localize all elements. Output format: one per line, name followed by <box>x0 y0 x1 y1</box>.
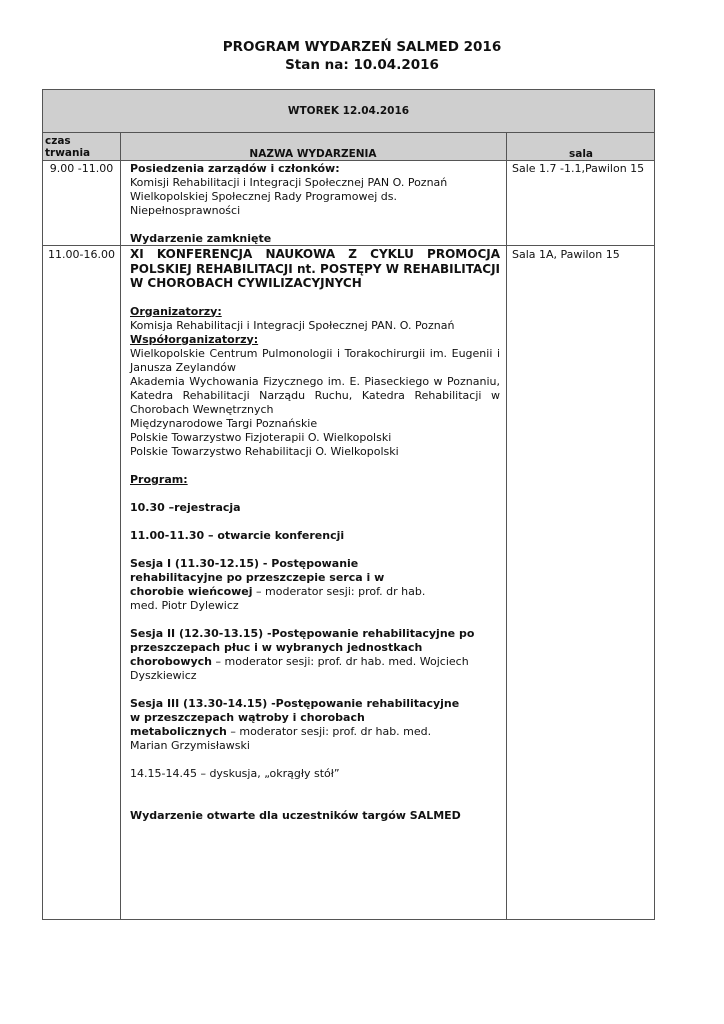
event1-title: Posiedzenia zarządów i członków: <box>130 162 340 175</box>
coorganizer: Akademia Wychowania Fizycznego im. E. Piaseckiego w Poznaniu, Katedra Rehabilitacji Narządu Ruchu, Katedra Rehabilitacji w Chorobach Wewnętrznych <box>130 374 500 416</box>
schedule-table <box>42 89 655 920</box>
coorganizer: Polskie Towarzystwo Rehabilitacji O. Wielkopolski <box>130 444 399 458</box>
title-line-1: PROGRAM WYDARZEŃ SALMED 2016 <box>222 39 502 55</box>
session1-moderator: – moderator sesji: prof. dr hab. med. Piotr Dylewicz <box>130 584 426 612</box>
event1-line: Komisji Rehabilitacji i Integracji Społecznej PAN O. Poznań <box>130 176 448 189</box>
header-room: sala <box>568 148 594 160</box>
title-line-2: Stan na: 10.04.2016 <box>285 57 439 73</box>
coorganizer: Międzynarodowe Targi Poznańskie <box>130 416 318 430</box>
program-label: Program: <box>130 472 188 486</box>
registration: 10.30 –rejestracja <box>130 500 241 514</box>
session1-title: Sesja I (11.30-12.15) - Postępowanie rehabilitacyjne po przeszczepie serca i w chorobie wieńcowej <box>130 556 385 598</box>
column-headers <box>43 133 654 161</box>
session2-title: Sesja II (12.30-13.15) -Postępowanie rehabilitacyjne po przeszczepach płuc i w wybranych jednostkach chorobowych <box>130 626 475 668</box>
organizers: Komisja Rehabilitacji i Integracji Społecznej PAN. O. Poznań <box>130 318 455 332</box>
event2-time: 11.00-16.00 <box>48 248 115 261</box>
coorganizer: Polskie Towarzystwo Fizjoterapii O. Wielkopolski <box>130 430 392 444</box>
event2-room: Sala 1A, Pawilon 15 <box>512 248 620 261</box>
event1-room: Sale 1.7 -1.1,Pawilon 15 <box>512 162 645 175</box>
coorganizers-label: Współorganizatorzy: <box>130 332 259 346</box>
header-name: NAZWA WYDARZENIA <box>249 148 377 160</box>
opening: 11.00-11.30 – otwarcie konferencji <box>130 528 345 542</box>
event2-title: XI KONFERENCJA NAUKOWA Z CYKLU PROMOCJA POLSKIEJ REHABILITACJI nt. POSTĘPY W REHABILITACJI W CHOROBACH CYWILIZACYJNYCH <box>130 247 500 290</box>
column-divider <box>120 133 121 919</box>
header-time: czas trwania <box>45 135 91 159</box>
session2-moderator: – moderator sesji: prof. dr hab. med. Wojciech Dyszkiewicz <box>130 654 469 682</box>
event2-note: Wydarzenie otwarte dla uczestników targów SALMED <box>130 808 461 822</box>
event1-time: 9.00 -11.00 <box>49 162 114 175</box>
event1-line: Wielkopolskiej Społecznej Rady Programowej ds. Niepełnosprawności <box>130 190 397 217</box>
event1-note: Wydarzenie zamknięte <box>130 232 272 245</box>
organizers-label: Organizatorzy: <box>130 304 222 318</box>
event1-details <box>130 162 500 246</box>
column-divider <box>506 133 507 919</box>
day-header: WTOREK 12.04.2016 <box>43 90 654 133</box>
document-title <box>0 38 724 74</box>
discussion: 14.15-14.45 – dyskusja, „okrągły stół” <box>130 766 340 780</box>
session3-moderator: – moderator sesji: prof. dr hab. med. Marian Grzymisławski <box>130 724 432 752</box>
event2-details <box>130 247 500 823</box>
coorganizer: Wielkopolskie Centrum Pulmonologii i Torakochirurgii im. Eugenii i Janusza Zeylandów <box>130 346 500 374</box>
session3-title: Sesja III (13.30-14.15) -Postępowanie rehabilitacyjne w przeszczepach wątroby i chorobach metabolicznych <box>130 696 460 738</box>
